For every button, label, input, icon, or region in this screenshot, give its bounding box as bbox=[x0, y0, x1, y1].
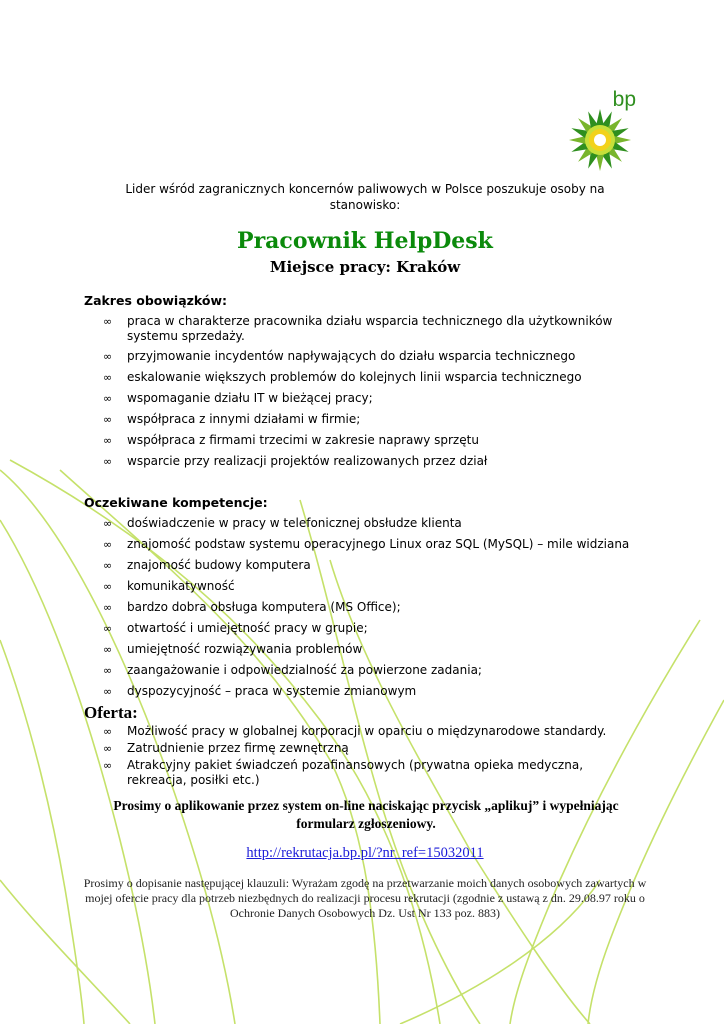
list-item: ∞ wspomaganie działu IT w bieżącej pracy; bbox=[103, 391, 373, 405]
apply-instruction: Prosimy o aplikowanie przez system on-line naciskając przycisk „aplikuj” i wypełniając formularz zgłoszeniowy. bbox=[113, 798, 619, 831]
list-item: ∞ bardzo dobra obsługa komputera (MS Office); bbox=[103, 600, 401, 614]
list-item: ∞ eskalowanie większych problemów do kolejnych linii wsparcia technicznego bbox=[103, 370, 582, 384]
offer-heading: Oferta: bbox=[84, 703, 138, 722]
bullet-icon: ∞ bbox=[103, 455, 113, 468]
competences-list bbox=[0, 516, 724, 699]
list-item: ∞ Atrakcyjny pakiet świadczeń pozafinansowych (prywatna opieka medyczna, rekreacja, posiłki etc.) bbox=[103, 758, 584, 787]
list-item: ∞ praca w charakterze pracownika działu wsparcia technicznego dla użytkowników systemu sprzedaży. bbox=[103, 314, 613, 343]
list-item: ∞ Zatrudnienie przez firmę zewnętrzną bbox=[103, 741, 349, 755]
list-item: ∞ Możliwość pracy w globalnej korporacji w oparciu o międzynarodowe standardy. bbox=[103, 724, 607, 738]
list-item: ∞ współpraca z innymi działami w firmie; bbox=[103, 412, 361, 426]
list-item: ∞ doświadczenie w pracy w telefonicznej obsłudze klienta bbox=[103, 516, 462, 530]
data-consent-clause: Prosimy o dopisanie następującej klauzuli: Wyrażam zgodę na przetwarzanie moich danych osobowych zawartych w mojej ofercie pracy dla potrzeb niezbędnych do realizacji procesu rekrutacji (zgodnie z ustawą z dn. 29.08.97 roku o Ochronie Danych Osobowych Dz. Ust Nr 133 poz. 883) bbox=[83, 876, 647, 920]
duties-heading: Zakres obowiązków: bbox=[84, 293, 228, 308]
list-item: ∞ komunikatywność bbox=[103, 579, 235, 593]
bullet-icon: ∞ bbox=[103, 601, 113, 614]
list-item: ∞ umiejętność rozwiązywania problemów bbox=[103, 642, 363, 656]
list-item: ∞ znajomość podstaw systemu operacyjnego Linux oraz SQL (MySQL) – mile widziana bbox=[103, 537, 630, 551]
bullet-icon: ∞ bbox=[103, 315, 113, 328]
list-item: ∞ zaangażowanie i odpowiedzialność za powierzone zadania; bbox=[103, 663, 482, 677]
bullet-icon: ∞ bbox=[103, 392, 113, 405]
bullet-icon: ∞ bbox=[103, 559, 113, 572]
bullet-icon: ∞ bbox=[103, 725, 113, 738]
bp-logo bbox=[566, 90, 636, 172]
bullet-icon: ∞ bbox=[103, 350, 113, 363]
competences-heading: Oczekiwane kompetencje: bbox=[84, 495, 268, 510]
offer-list bbox=[0, 724, 724, 788]
recruitment-link[interactable]: http://rekrutacja.bp.pl/?nr_ref=15032011 bbox=[246, 845, 484, 861]
bullet-icon: ∞ bbox=[103, 742, 113, 755]
job-location: Miejsce pracy: Kraków bbox=[269, 258, 461, 276]
bullet-icon: ∞ bbox=[103, 538, 113, 551]
list-item: ∞ otwartość i umiejętność pracy w grupie; bbox=[103, 621, 368, 635]
duties-list bbox=[0, 314, 724, 469]
list-item: ∞ wsparcie przy realizacji projektów realizowanych przez dział bbox=[103, 454, 488, 468]
bullet-icon: ∞ bbox=[103, 517, 113, 530]
bullet-icon: ∞ bbox=[103, 580, 113, 593]
bullet-icon: ∞ bbox=[103, 685, 113, 698]
list-item: ∞ współpraca z firmami trzecimi w zakresie naprawy sprzętu bbox=[103, 433, 479, 447]
list-item: ∞ dyspozycyjność – praca w systemie zmianowym bbox=[103, 684, 417, 698]
list-item: ∞ znajomość budowy komputera bbox=[103, 558, 311, 572]
bullet-icon: ∞ bbox=[103, 371, 113, 384]
job-title: Pracownik HelpDesk bbox=[237, 228, 493, 254]
bullet-icon: ∞ bbox=[103, 413, 113, 426]
list-item: ∞ przyjmowanie incydentów napływających do działu wsparcia technicznego bbox=[103, 349, 576, 363]
bullet-icon: ∞ bbox=[103, 622, 113, 635]
logo-text: bp bbox=[612, 88, 636, 111]
bullet-icon: ∞ bbox=[103, 664, 113, 677]
bullet-icon: ∞ bbox=[103, 434, 113, 447]
bullet-icon: ∞ bbox=[103, 759, 113, 772]
helios-icon bbox=[568, 108, 632, 172]
intro-text: Lider wśród zagranicznych koncernów paliwowych w Polsce poszukuje osoby na stanowisko: bbox=[125, 182, 605, 212]
bullet-icon: ∞ bbox=[103, 643, 113, 656]
